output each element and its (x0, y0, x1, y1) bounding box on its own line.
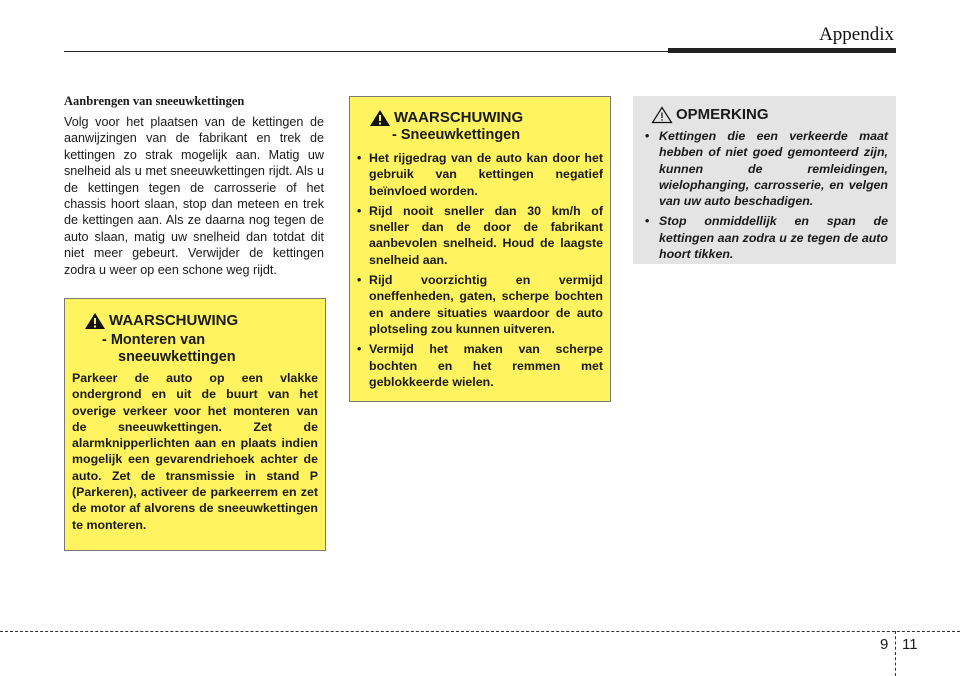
warning-title-row (369, 109, 603, 127)
intro-title: Aanbrengen van sneeuwkettingen (64, 94, 245, 108)
list-item: • Kettingen die een verkeerde maat hebben of niet goed gemonteerd zijn, kunnen de remleidingen, wielophanging, carrosserie, en velgen van uw auto beschadigen. (639, 128, 888, 209)
section-title: Appendix (819, 24, 894, 45)
warning-triangle-icon (369, 109, 391, 127)
warning-text: Parkeer de auto op een vlakke ondergrond en uit de buurt van het overige verkeer voor het monteren van de sneeuwkettingen. Zet de alarmknipperlichten aan en plaats indien mogelijk een gevarendriehoek achter de auto. Zet de transmissie in stand P (Parkeren), activeer de parkeerrem en zet de motor af alvorens de sneeuwkettingen te monteren. (72, 371, 318, 532)
note-title: OPMERKING (676, 106, 769, 123)
list-item: • Het rijgedrag van de auto kan door het gebruik van kettingen negatief beïnvloed worden. (357, 150, 603, 199)
chapter-number: 9 (880, 636, 889, 653)
warning-title: WAARSCHUWING (394, 109, 524, 126)
warning-title: WAARSCHUWING (109, 312, 239, 329)
caution-triangle-icon (651, 106, 673, 124)
warning-box-chains (349, 96, 611, 402)
list-item: • Stop onmiddellijk en span de kettingen aan zodra u ze tegen de auto hoort tikken. (639, 213, 888, 262)
intro-body: Volg voor het plaatsen van de kettingen de aanwijzingen van de fabrikant en trek de kettingen zo strak mogelijk aan. Matig uw snelheid als u met sneeuwkettingen rijdt. Als u de kettingen tegen de carrosserie of het chassis hoort slaan, stop dan meteen en trek de kettingen aan. Als ze daarna nog tegen de auto slaan, matig uw snelheid dan totdat dit niet meer gebeurt. Verwijder de kettingen zodra u weer op een schone weg rijdt. (64, 115, 324, 277)
list-item: • Rijd nooit sneller dan 30 km/h of sneller dan de door de fabrikant aanbevolen snelheid. Houd de laagste snelheid aan. (357, 203, 603, 268)
page-number: 11 (902, 636, 918, 653)
header-rule-accent (668, 48, 896, 53)
warning-list (357, 150, 603, 390)
warning-subtitle: - Sneeuwkettingen (392, 127, 521, 143)
footer-rule (0, 631, 960, 632)
warning-subtitle-line1: - Monteren van (102, 332, 206, 348)
warning-triangle-icon (84, 312, 106, 330)
note-title-row (651, 106, 888, 124)
warning-title-row (84, 312, 318, 330)
list-item: • Vermijd het maken van scherpe bochten en het remmen met geblokkeerde wielen. (357, 341, 603, 390)
list-item: • Rijd voorzichtig en vermijd oneffenheden, gaten, scherpe bochten en andere situaties waardoor de auto plotseling zou kunnen uitveren. (357, 272, 603, 337)
note-list (639, 128, 888, 262)
intro-column (64, 94, 324, 278)
warning-box-mounting (64, 298, 326, 551)
footer-divider (895, 631, 896, 676)
note-box (633, 96, 896, 264)
warning-subtitle-line2: sneeuwkettingen (118, 349, 236, 365)
